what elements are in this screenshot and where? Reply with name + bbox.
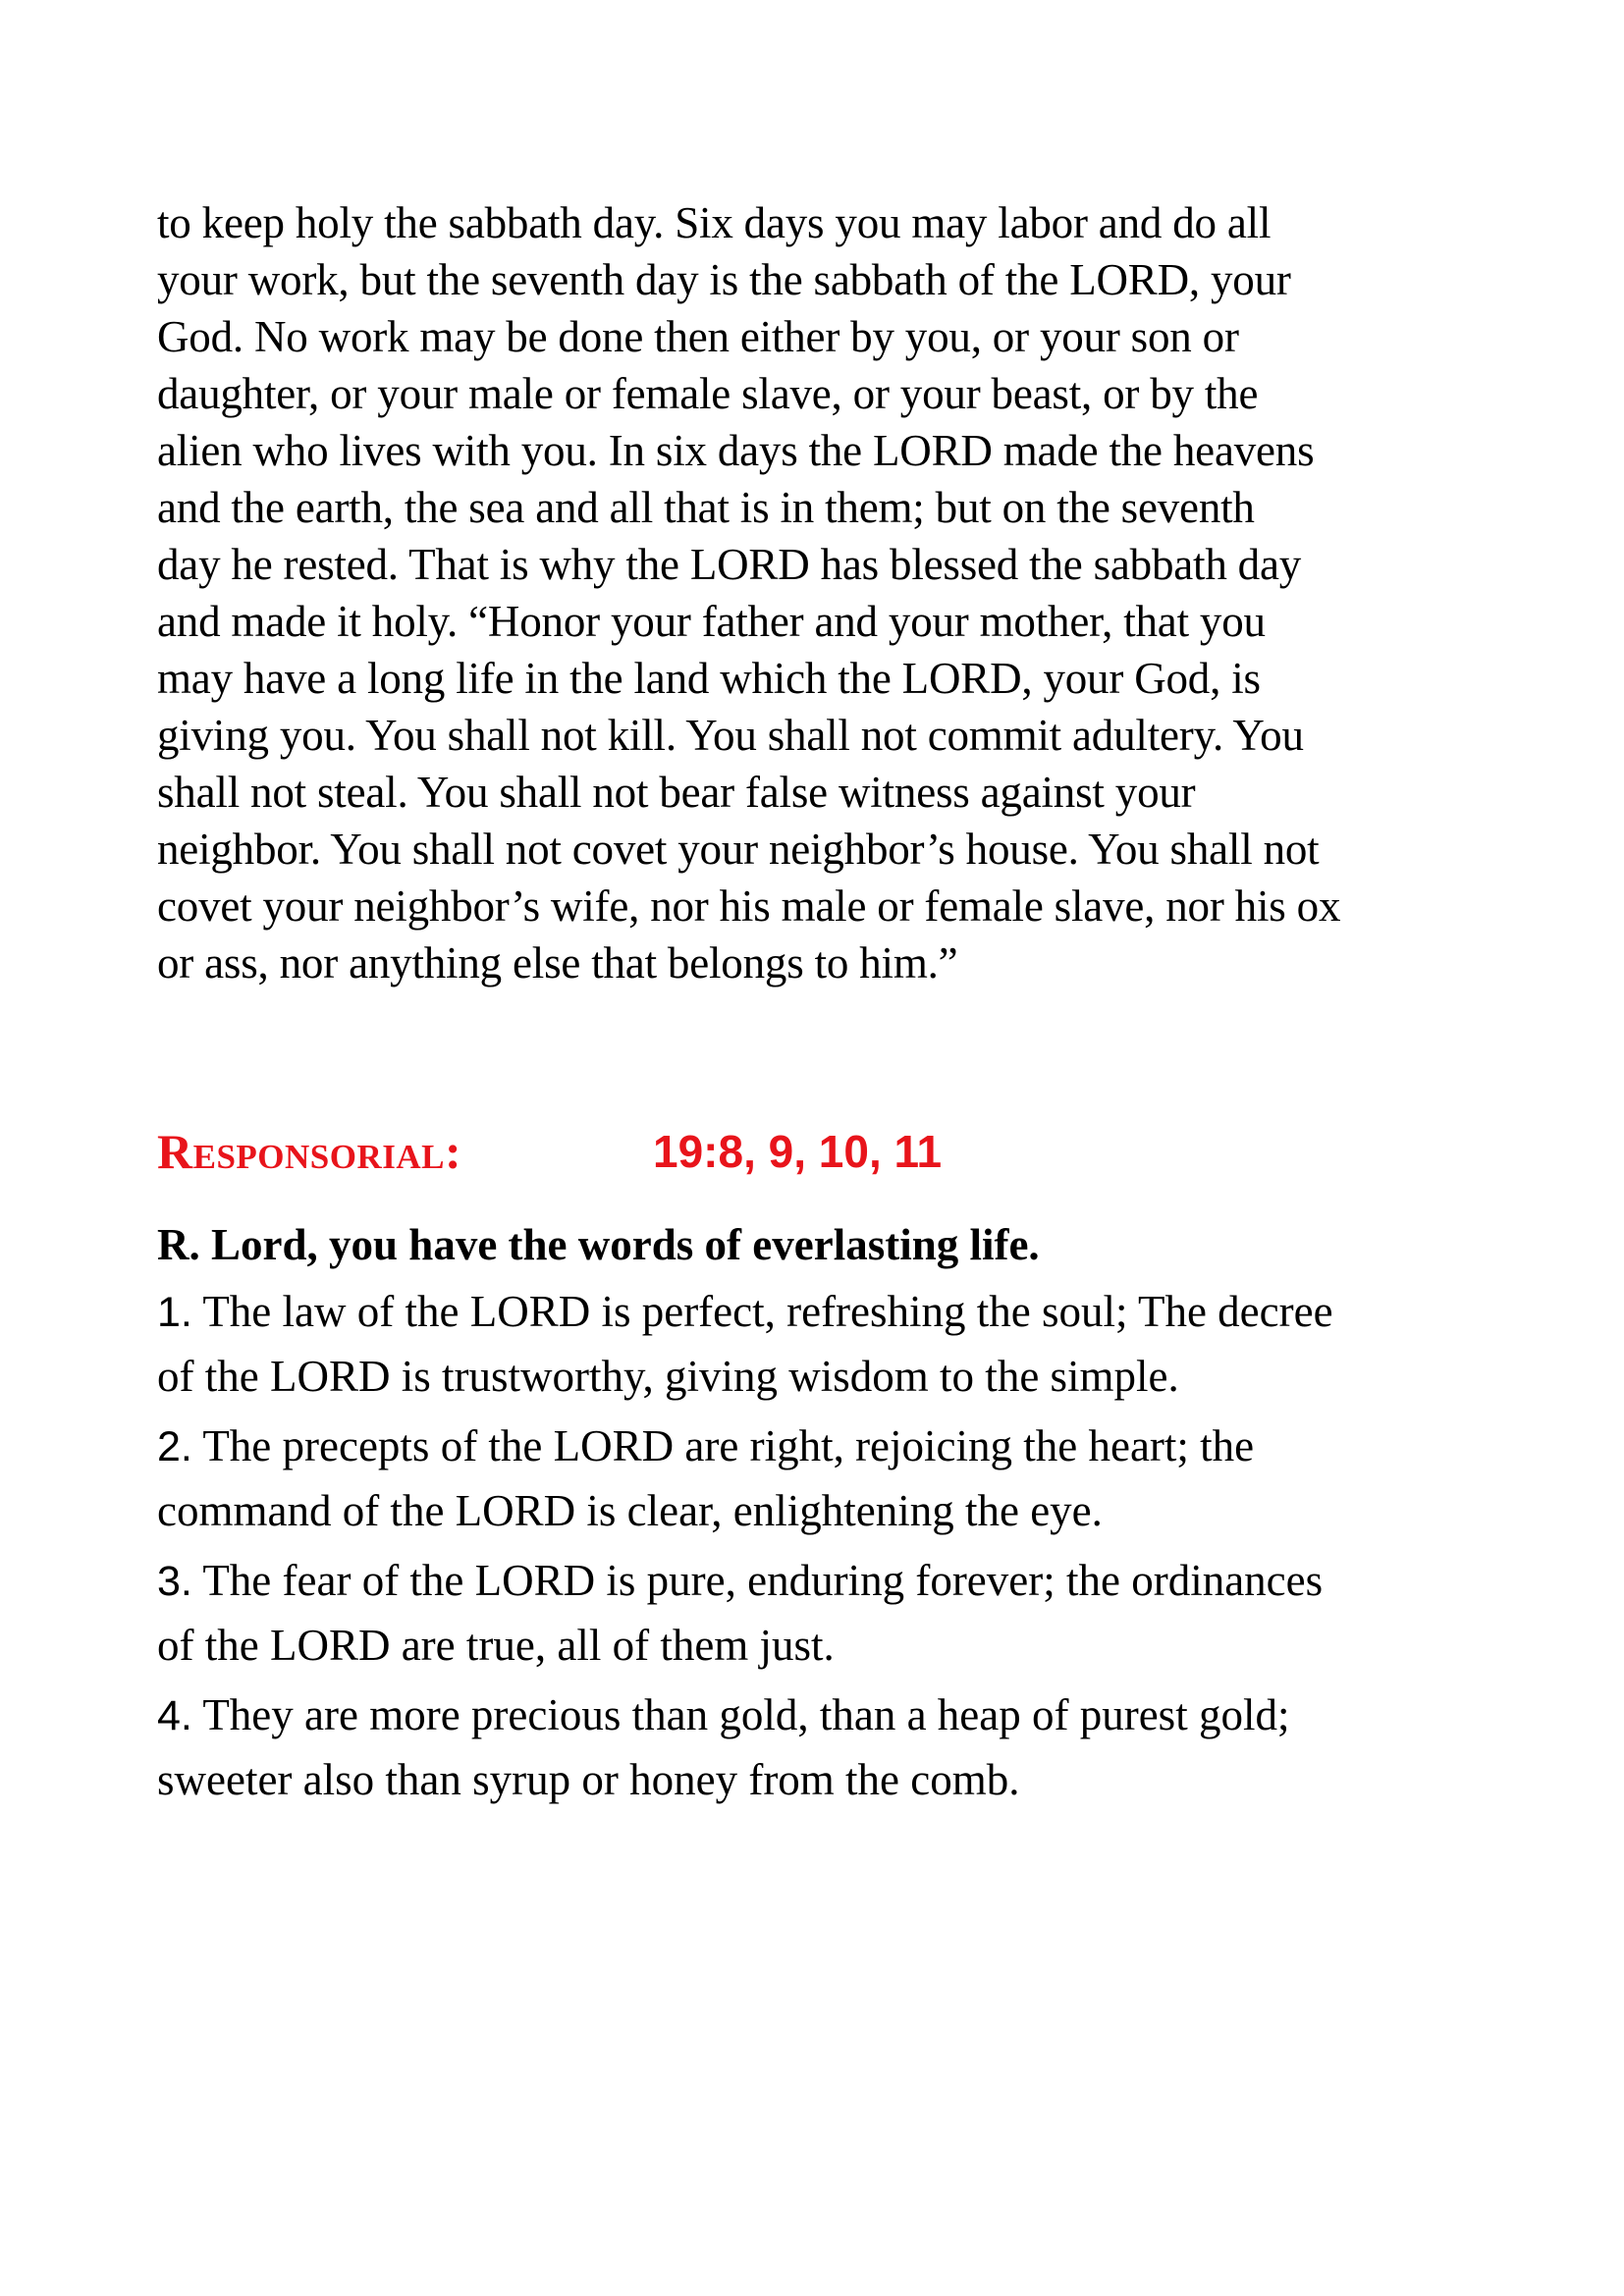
verse-line: [157, 1685, 1289, 1745]
verse-text: They are more precious than gold, than a heap of purest gold;: [202, 1690, 1290, 1739]
reading-line: shall not steal. You shall not bear false witness against your: [157, 768, 1196, 817]
verse-text: The fear of the LORD is pure, enduring forever; the ordinances: [202, 1556, 1324, 1605]
reading-line: daughter, or your male or female slave, or your beast, or by the: [157, 369, 1259, 418]
reading-line: or ass, nor anything else that belongs to him.”: [157, 938, 958, 988]
verse-line: [157, 1551, 1323, 1611]
reading-line: giving you. You shall not kill. You shall not commit adultery. You: [157, 711, 1304, 760]
verse-line: of the LORD are true, all of them just.: [157, 1621, 835, 1670]
reading-line: and the earth, the sea and all that is in them; but on the seventh: [157, 483, 1255, 532]
responsorial-heading: [157, 1117, 1463, 1186]
verse-text: The law of the LORD is perfect, refreshing the soul; The decree: [202, 1287, 1333, 1336]
reading-line: may have a long life in the land which the LORD, your God, is: [157, 654, 1261, 703]
verse-line: sweeter also than syrup or honey from the comb.: [157, 1755, 1020, 1804]
verse-line: command of the LORD is clear, enlightening the eye.: [157, 1486, 1103, 1535]
reading-line: your work, but the seventh day is the sabbath of the LORD, your: [157, 255, 1291, 304]
reading-line: to keep holy the sabbath day. Six days you may labor and do all: [157, 198, 1272, 247]
reading-line: neighbor. You shall not covet your neighbor’s house. You shall not: [157, 825, 1320, 874]
verse-number: 4.: [157, 1692, 192, 1739]
verse-line: [157, 1282, 1333, 1342]
reading-line: God. No work may be done then either by you, or your son or: [157, 312, 1239, 361]
verse-number: 2.: [157, 1423, 192, 1470]
verse-line: [157, 1416, 1254, 1476]
verse-number: 1.: [157, 1289, 192, 1336]
reading-line: day he rested. That is why the LORD has blessed the sabbath day: [157, 540, 1302, 589]
verse-number: 3.: [157, 1558, 192, 1605]
verse-line: of the LORD is trustworthy, giving wisdom to the simple.: [157, 1352, 1179, 1401]
reading-line: covet your neighbor’s wife, nor his male or female slave, nor his ox: [157, 881, 1341, 931]
verse-text: The precepts of the LORD are right, rejoicing the heart; the: [202, 1421, 1255, 1470]
reading-line: and made it holy. “Honor your father and your mother, that you: [157, 597, 1266, 646]
reading-line: alien who lives with you. In six days the LORD made the heavens: [157, 426, 1315, 475]
psalm-reference: 19:8, 9, 10, 11: [653, 1126, 943, 1177]
refrain: R. Lord, you have the words of everlasting life.: [157, 1220, 1040, 1269]
responsorial-label: Responsorial:: [157, 1124, 462, 1179]
